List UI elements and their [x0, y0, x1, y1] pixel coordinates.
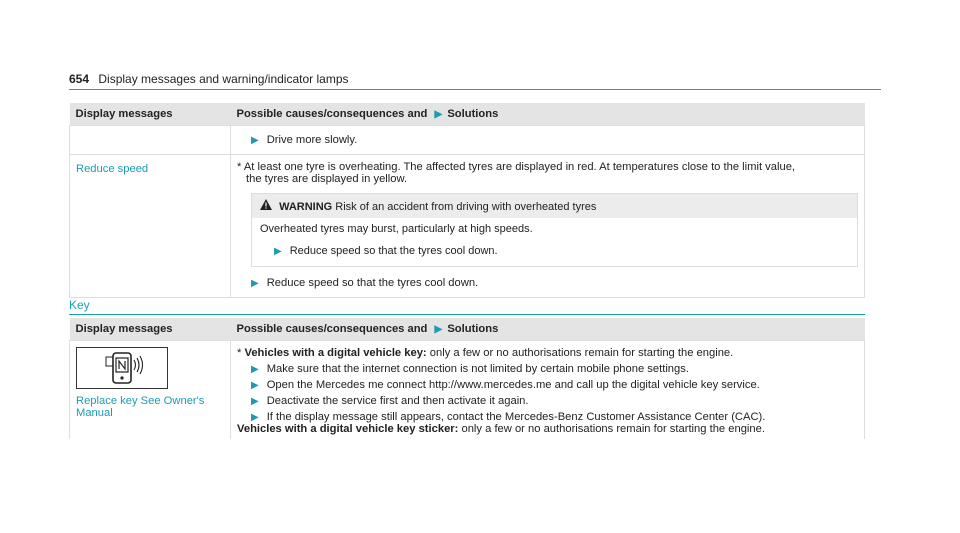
step-text: Deactivate the service first and then activate it again.	[266, 395, 529, 407]
col-header-display-messages: Display messages	[70, 318, 231, 341]
step-text: Open the Mercedes me connect http://www.mercedes.me and call up the digital vehicle key service.	[266, 379, 760, 391]
play-arrow-icon: ▶	[251, 396, 259, 407]
cause-text: only a few or no authorisations remain for starting the engine.	[461, 423, 765, 435]
step-item	[251, 134, 858, 146]
section-title-key: Key	[69, 298, 865, 315]
warning-title: Risk of an accident from driving with overheated tyres	[335, 201, 597, 213]
digital-key-phone-icon	[76, 347, 168, 389]
page-title: Display messages and warning/indicator lamps	[98, 72, 349, 86]
table-cell-message	[70, 341, 231, 440]
warning-body	[252, 218, 857, 266]
col-header-causes	[231, 318, 865, 341]
step-text: Make sure that the internet connection is not limited by certain mobile phone settings.	[266, 363, 689, 375]
play-arrow-icon: ▶	[251, 364, 259, 375]
cause-text-line2: the tyres are displayed in yellow.	[246, 173, 408, 185]
step-item	[251, 277, 858, 289]
play-arrow-icon: ▶	[251, 278, 259, 289]
play-arrow-icon: ▶	[251, 380, 259, 391]
page-header	[69, 72, 881, 90]
col-header-display-messages: Display messages	[70, 103, 231, 126]
step-item	[251, 379, 858, 391]
play-arrow-icon: ▶	[251, 135, 259, 146]
table-cell-message	[70, 155, 231, 298]
cause-heading-key-sticker	[237, 423, 858, 435]
play-arrow-icon: ▶	[434, 324, 443, 335]
display-message-replace-key: Replace key See Owner's Manual	[76, 395, 205, 419]
warning-body-text: Overheated tyres may burst, particularly at high speeds.	[260, 223, 533, 235]
page-number: 654	[69, 72, 90, 86]
warning-label: WARNING	[279, 201, 333, 213]
warning-header	[252, 194, 857, 218]
key-messages-table	[69, 318, 865, 439]
step-text: If the display message still appears, contact the Mercedes-Benz Customer Assistance Center (CAC).	[266, 411, 766, 423]
col-header-causes	[231, 103, 865, 126]
col-header-causes-text: Possible causes/consequences and	[236, 108, 428, 120]
cause-text: only a few or no authorisations remain for starting the engine.	[429, 347, 734, 359]
play-arrow-icon: ▶	[274, 246, 282, 257]
cause-heading-text: Vehicles with a digital vehicle key:	[244, 347, 427, 359]
play-arrow-icon: ▶	[251, 412, 259, 423]
col-header-causes-text: Possible causes/consequences and	[236, 323, 428, 335]
warning-step	[274, 245, 849, 257]
warning-step-text: Reduce speed so that the tyres cool down.	[289, 245, 498, 257]
step-item	[251, 363, 858, 375]
step-item	[251, 395, 858, 407]
cause-heading-digital-key: * Vehicles with a digital vehicle key: only a few or no authorisations remain for starting the engine.	[237, 347, 734, 359]
step-text: Reduce speed so that the tyres cool down.	[266, 277, 479, 289]
step-item	[251, 411, 858, 423]
table-cell-causes	[231, 155, 865, 298]
play-arrow-icon: ▶	[434, 109, 443, 120]
step-text: Drive more slowly.	[266, 134, 358, 146]
table-cell-causes	[231, 341, 865, 440]
table-cell-step	[231, 126, 865, 155]
warning-triangle-icon	[260, 201, 275, 213]
cause-heading-text: Vehicles with a digital vehicle key sticker:	[237, 423, 459, 435]
cause-text-line1: * At least one tyre is overheating. The affected tyres are displayed in red. At temperatures close to the limit value,	[237, 161, 796, 173]
display-messages-table	[69, 103, 865, 298]
display-message-reduce-speed: Reduce speed	[76, 163, 149, 175]
col-header-solutions-text: Solutions	[447, 108, 499, 120]
warning-box	[251, 193, 858, 267]
col-header-solutions-text: Solutions	[447, 323, 499, 335]
table-cell-empty	[70, 126, 231, 155]
